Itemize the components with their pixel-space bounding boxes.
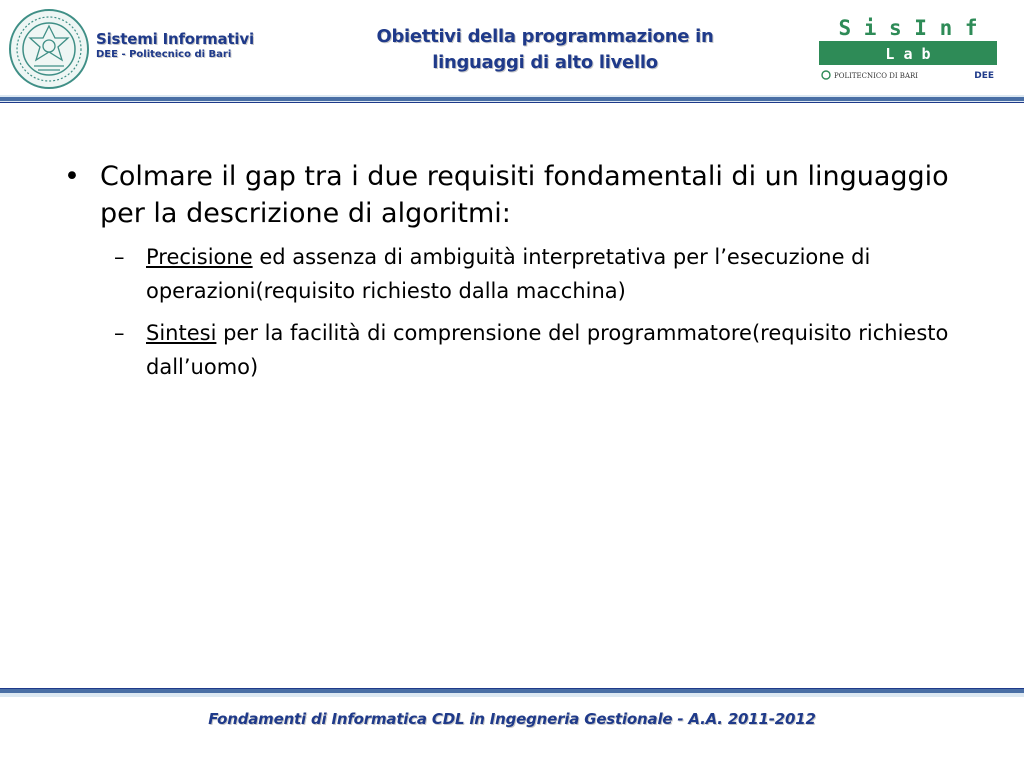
dash-icon: – [114, 245, 125, 269]
lab-logo-bottom-text: L a b [885, 45, 931, 63]
slide-content [62, 158, 962, 384]
lab-logo-department: DEE [974, 71, 994, 81]
sub-bullet-text: ed assenza di ambiguità interpretativa per l’esecuzione di operazioni(requisito richiesto dalla macchina) [146, 245, 871, 303]
sub-bullet-text: per la facilità di comprensione del programmatore(requisito richiesto dall’uomo) [146, 321, 949, 379]
sub-bullet-keyword: Sintesi [146, 321, 217, 345]
header-divider [0, 95, 1024, 103]
slide-title-line-2: linguaggi di alto livello [432, 52, 658, 73]
polytechnic-small-seal-icon [822, 71, 830, 79]
slide-title [330, 24, 760, 76]
sisinf-lab-logo [818, 12, 998, 84]
sub-bullet-keyword: Precisione [146, 245, 253, 269]
slide-footer: Fondamenti di Informatica CDL in Ingegneria Gestionale - A.A. 2011-2012 [208, 710, 816, 728]
lab-logo-institution: POLITECNICO DI BARI [834, 72, 919, 80]
lab-logo-top-text: S i s I n f [838, 16, 978, 40]
footer-divider [0, 688, 1024, 697]
university-seal-icon [8, 8, 90, 90]
slide-header [0, 0, 1024, 96]
sub-bullet-precision [62, 240, 962, 308]
slide-title-line-1: Obiettivi della programmazione in [376, 26, 714, 47]
main-bullet [62, 158, 962, 232]
bullet-dot-icon: • [64, 161, 80, 192]
sub-bullet-synthesis [62, 316, 962, 384]
organization-name: Sistemi Informativi [96, 30, 254, 48]
organization-block [96, 30, 254, 60]
organization-subtitle: DEE - Politecnico di Bari [96, 49, 232, 60]
main-bullet-text: Colmare il gap tra i due requisiti fondamentali di un linguaggio per la descrizione di algoritmi: [100, 161, 949, 229]
dash-icon: – [114, 321, 125, 345]
